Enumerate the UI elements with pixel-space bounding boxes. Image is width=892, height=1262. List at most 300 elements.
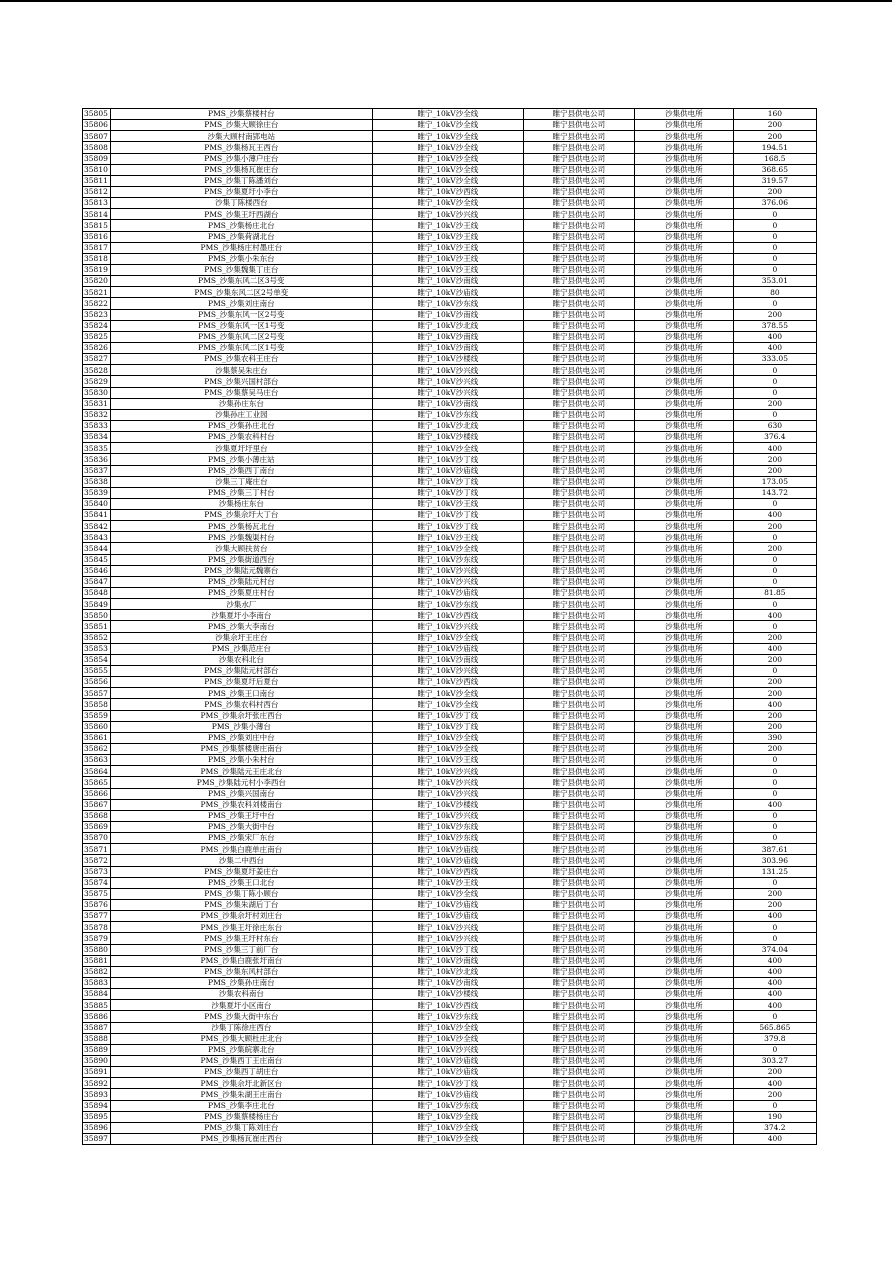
capacity-cell: 0 xyxy=(733,822,816,833)
table-row xyxy=(83,331,817,342)
supply-station-cell: 沙集供电所 xyxy=(634,599,733,610)
supply-station-cell: 沙集供电所 xyxy=(634,142,733,153)
station-name-cell: PMS_沙集蔡楼唐庄南台 xyxy=(110,744,372,755)
feeder-line-cell: 睢宁_10kV沙全线 xyxy=(372,198,523,209)
feeder-line-cell: 睢宁_10kV沙全线 xyxy=(372,1122,523,1133)
table-row xyxy=(83,643,817,654)
row-id-cell: 35888 xyxy=(83,1033,111,1044)
supply-station-cell: 沙集供电所 xyxy=(634,654,733,665)
capacity-cell: 368.65 xyxy=(733,164,816,175)
row-id-cell: 35845 xyxy=(83,554,111,565)
capacity-cell: 200 xyxy=(733,654,816,665)
row-id-cell: 35842 xyxy=(83,521,111,532)
capacity-cell: 400 xyxy=(733,955,816,966)
capacity-cell: 0 xyxy=(733,532,816,543)
supply-station-cell: 沙集供电所 xyxy=(634,175,733,186)
feeder-line-cell: 睢宁_10kV沙兴线 xyxy=(372,810,523,821)
feeder-line-cell: 睢宁_10kV沙南线 xyxy=(372,654,523,665)
company-cell: 睢宁县供电公司 xyxy=(523,899,634,910)
row-id-cell: 35891 xyxy=(83,1067,111,1078)
row-id-cell: 35813 xyxy=(83,198,111,209)
supply-station-cell: 沙集供电所 xyxy=(634,1000,733,1011)
supply-station-cell: 沙集供电所 xyxy=(634,888,733,899)
station-name-cell: PMS_沙集农科村西台 xyxy=(110,699,372,710)
supply-station-cell: 沙集供电所 xyxy=(634,253,733,264)
supply-station-cell: 沙集供电所 xyxy=(634,186,733,197)
company-cell: 睢宁县供电公司 xyxy=(523,911,634,922)
supply-station-cell: 沙集供电所 xyxy=(634,955,733,966)
feeder-line-cell: 睢宁_10kV沙东线 xyxy=(372,1100,523,1111)
supply-station-cell: 沙集供电所 xyxy=(634,387,733,398)
capacity-cell: 400 xyxy=(733,1078,816,1089)
company-cell: 睢宁县供电公司 xyxy=(523,810,634,821)
table-row xyxy=(83,989,817,1000)
table-row xyxy=(83,186,817,197)
station-name-cell: 沙集孙庄东台 xyxy=(110,398,372,409)
feeder-line-cell: 睢宁_10kV沙丁线 xyxy=(372,454,523,465)
company-cell: 睢宁县供电公司 xyxy=(523,432,634,443)
row-id-cell: 35893 xyxy=(83,1089,111,1100)
feeder-line-cell: 睢宁_10kV沙东线 xyxy=(372,409,523,420)
feeder-line-cell: 睢宁_10kV沙全线 xyxy=(372,688,523,699)
capacity-cell: 303.96 xyxy=(733,855,816,866)
capacity-cell: 194.51 xyxy=(733,142,816,153)
station-name-cell: PMS_沙集农科村台 xyxy=(110,432,372,443)
table-row xyxy=(83,766,817,777)
feeder-line-cell: 睢宁_10kV沙全线 xyxy=(372,732,523,743)
station-name-cell: 沙集丁陈徐庄西台 xyxy=(110,1022,372,1033)
station-name-cell: PMS_沙集王口北台 xyxy=(110,877,372,888)
feeder-line-cell: 睢宁_10kV沙王线 xyxy=(372,877,523,888)
capacity-cell: 190 xyxy=(733,1111,816,1122)
feeder-line-cell: 睢宁_10kV沙丁线 xyxy=(372,476,523,487)
table-row xyxy=(83,387,817,398)
company-cell: 睢宁县供电公司 xyxy=(523,420,634,431)
station-name-cell: PMS_沙集大顾徐庄台 xyxy=(110,120,372,131)
station-name-cell: 沙集丁陈楼西台 xyxy=(110,198,372,209)
feeder-line-cell: 睢宁_10kV沙全线 xyxy=(372,1133,523,1144)
capacity-cell: 80 xyxy=(733,287,816,298)
company-cell: 睢宁县供电公司 xyxy=(523,398,634,409)
company-cell: 睢宁县供电公司 xyxy=(523,799,634,810)
table-row xyxy=(83,1033,817,1044)
table-row xyxy=(83,554,817,565)
row-id-cell: 35859 xyxy=(83,710,111,721)
station-name-cell: PMS_沙集蔡楼杨庄台 xyxy=(110,1111,372,1122)
supply-station-cell: 沙集供电所 xyxy=(634,287,733,298)
row-id-cell: 35854 xyxy=(83,654,111,665)
table-row xyxy=(83,833,817,844)
company-cell: 睢宁县供电公司 xyxy=(523,309,634,320)
table-row xyxy=(83,1011,817,1022)
station-name-cell: PMS_沙集丁陈小顾台 xyxy=(110,888,372,899)
row-id-cell: 35808 xyxy=(83,142,111,153)
row-id-cell: 35841 xyxy=(83,510,111,521)
station-name-cell: PMS_沙集刘庄南台 xyxy=(110,298,372,309)
station-name-cell: PMS_沙集佘圩大丁台 xyxy=(110,510,372,521)
company-cell: 睢宁县供电公司 xyxy=(523,365,634,376)
supply-station-cell: 沙集供电所 xyxy=(634,777,733,788)
company-cell: 睢宁县供电公司 xyxy=(523,153,634,164)
table-row xyxy=(83,264,817,275)
supply-station-cell: 沙集供电所 xyxy=(634,822,733,833)
capacity-cell: 0 xyxy=(733,264,816,275)
supply-station-cell: 沙集供电所 xyxy=(634,543,733,554)
table-row xyxy=(83,198,817,209)
supply-station-cell: 沙集供电所 xyxy=(634,209,733,220)
capacity-cell: 200 xyxy=(733,1067,816,1078)
supply-station-cell: 沙集供电所 xyxy=(634,153,733,164)
supply-station-cell: 沙集供电所 xyxy=(634,933,733,944)
table-row xyxy=(83,654,817,665)
supply-station-cell: 沙集供电所 xyxy=(634,944,733,955)
company-cell: 睢宁县供电公司 xyxy=(523,1011,634,1022)
company-cell: 睢宁县供电公司 xyxy=(523,599,634,610)
capacity-cell: 200 xyxy=(733,131,816,142)
feeder-line-cell: 睢宁_10kV沙庙线 xyxy=(372,899,523,910)
table-row xyxy=(83,899,817,910)
company-cell: 睢宁县供电公司 xyxy=(523,521,634,532)
feeder-line-cell: 睢宁_10kV沙南线 xyxy=(372,977,523,988)
supply-station-cell: 沙集供电所 xyxy=(634,498,733,509)
feeder-line-cell: 睢宁_10kV沙兴线 xyxy=(372,365,523,376)
row-id-cell: 35886 xyxy=(83,1011,111,1022)
station-name-cell: 沙集夏圩小区南台 xyxy=(110,1000,372,1011)
company-cell: 睢宁县供电公司 xyxy=(523,131,634,142)
table-row xyxy=(83,1089,817,1100)
supply-station-cell: 沙集供电所 xyxy=(634,365,733,376)
row-id-cell: 35870 xyxy=(83,833,111,844)
capacity-cell: 376.06 xyxy=(733,198,816,209)
supply-station-cell: 沙集供电所 xyxy=(634,1078,733,1089)
row-id-cell: 35866 xyxy=(83,788,111,799)
capacity-cell: 200 xyxy=(733,710,816,721)
table-row xyxy=(83,1100,817,1111)
capacity-cell: 0 xyxy=(733,209,816,220)
row-id-cell: 35856 xyxy=(83,677,111,688)
station-name-cell: PMS_沙集杨瓦崔庄台 xyxy=(110,164,372,175)
company-cell: 睢宁县供电公司 xyxy=(523,454,634,465)
capacity-cell: 200 xyxy=(733,465,816,476)
supply-station-cell: 沙集供电所 xyxy=(634,621,733,632)
capacity-cell: 0 xyxy=(733,576,816,587)
table-row xyxy=(83,799,817,810)
company-cell: 睢宁县供电公司 xyxy=(523,220,634,231)
feeder-line-cell: 睢宁_10kV沙兴线 xyxy=(372,922,523,933)
capacity-cell: 200 xyxy=(733,632,816,643)
feeder-line-cell: 睢宁_10kV沙东线 xyxy=(372,1011,523,1022)
station-name-cell: PMS_沙集西丁南台 xyxy=(110,465,372,476)
station-name-cell: PMS_沙集大李南台 xyxy=(110,621,372,632)
capacity-cell: 0 xyxy=(733,387,816,398)
feeder-line-cell: 睢宁_10kV沙丁线 xyxy=(372,521,523,532)
company-cell: 睢宁县供电公司 xyxy=(523,175,634,186)
supply-station-cell: 沙集供电所 xyxy=(634,744,733,755)
row-id-cell: 35820 xyxy=(83,276,111,287)
company-cell: 睢宁县供电公司 xyxy=(523,120,634,131)
capacity-cell: 0 xyxy=(733,1011,816,1022)
feeder-line-cell: 睢宁_10kV沙全线 xyxy=(372,142,523,153)
table-row xyxy=(83,398,817,409)
row-id-cell: 35826 xyxy=(83,342,111,353)
row-id-cell: 35861 xyxy=(83,732,111,743)
capacity-cell: 0 xyxy=(733,810,816,821)
supply-station-cell: 沙集供电所 xyxy=(634,966,733,977)
feeder-line-cell: 睢宁_10kV沙丁线 xyxy=(372,1078,523,1089)
capacity-cell: 200 xyxy=(733,543,816,554)
company-cell: 睢宁县供电公司 xyxy=(523,732,634,743)
company-cell: 睢宁县供电公司 xyxy=(523,354,634,365)
supply-station-cell: 沙集供电所 xyxy=(634,454,733,465)
row-id-cell: 35863 xyxy=(83,755,111,766)
station-name-cell: 沙集大顾扶贫台 xyxy=(110,543,372,554)
capacity-cell: 200 xyxy=(733,899,816,910)
table-row xyxy=(83,443,817,454)
supply-station-cell: 沙集供电所 xyxy=(634,1022,733,1033)
row-id-cell: 35816 xyxy=(83,231,111,242)
company-cell: 睢宁县供电公司 xyxy=(523,710,634,721)
capacity-cell: 0 xyxy=(733,365,816,376)
table-row xyxy=(83,420,817,431)
row-id-cell: 35850 xyxy=(83,610,111,621)
company-cell: 睢宁县供电公司 xyxy=(523,276,634,287)
feeder-line-cell: 睢宁_10kV沙全线 xyxy=(372,164,523,175)
station-name-cell: PMS_沙集杨瓦王西台 xyxy=(110,142,372,153)
table-row xyxy=(83,142,817,153)
table-row xyxy=(83,131,817,142)
company-cell: 睢宁县供电公司 xyxy=(523,465,634,476)
table-row xyxy=(83,911,817,922)
row-id-cell: 35871 xyxy=(83,844,111,855)
company-cell: 睢宁县供电公司 xyxy=(523,777,634,788)
capacity-cell: 200 xyxy=(733,1089,816,1100)
station-name-cell: PMS_沙集杨瓦北台 xyxy=(110,521,372,532)
feeder-line-cell: 睢宁_10kV沙兴线 xyxy=(372,777,523,788)
company-cell: 睢宁县供电公司 xyxy=(523,621,634,632)
capacity-cell: 400 xyxy=(733,977,816,988)
supply-station-cell: 沙集供电所 xyxy=(634,810,733,821)
data-table xyxy=(82,108,817,1145)
station-name-cell: PMS_沙集大顾杜庄北台 xyxy=(110,1033,372,1044)
row-id-cell: 35844 xyxy=(83,543,111,554)
row-id-cell: 35827 xyxy=(83,354,111,365)
company-cell: 睢宁县供电公司 xyxy=(523,409,634,420)
company-cell: 睢宁县供电公司 xyxy=(523,376,634,387)
supply-station-cell: 沙集供电所 xyxy=(634,833,733,844)
feeder-line-cell: 睢宁_10kV沙全线 xyxy=(372,543,523,554)
station-name-cell: 沙集农科南台 xyxy=(110,989,372,1000)
feeder-line-cell: 睢宁_10kV沙庙线 xyxy=(372,465,523,476)
row-id-cell: 35831 xyxy=(83,398,111,409)
supply-station-cell: 沙集供电所 xyxy=(634,1011,733,1022)
feeder-line-cell: 睢宁_10kV沙西线 xyxy=(372,1000,523,1011)
capacity-cell: 0 xyxy=(733,220,816,231)
company-cell: 睢宁县供电公司 xyxy=(523,977,634,988)
station-name-cell: PMS_沙集陆元王庄北台 xyxy=(110,766,372,777)
table-row xyxy=(83,209,817,220)
company-cell: 睢宁县供电公司 xyxy=(523,955,634,966)
company-cell: 睢宁县供电公司 xyxy=(523,242,634,253)
capacity-cell: 143.72 xyxy=(733,487,816,498)
company-cell: 睢宁县供电公司 xyxy=(523,554,634,565)
row-id-cell: 35817 xyxy=(83,242,111,253)
station-name-cell: 沙集孙庄工业园 xyxy=(110,409,372,420)
feeder-line-cell: 睢宁_10kV沙全线 xyxy=(372,888,523,899)
station-name-cell: PMS_沙集王圩徐庄东台 xyxy=(110,922,372,933)
company-cell: 睢宁县供电公司 xyxy=(523,1100,634,1111)
company-cell: 睢宁县供电公司 xyxy=(523,443,634,454)
table-row xyxy=(83,844,817,855)
capacity-cell: 0 xyxy=(733,409,816,420)
row-id-cell: 35839 xyxy=(83,487,111,498)
station-name-cell: PMS_沙集街道西台 xyxy=(110,554,372,565)
station-name-cell: PMS_沙集兴国南台 xyxy=(110,788,372,799)
station-name-cell: PMS_沙集荷湖北台 xyxy=(110,231,372,242)
feeder-line-cell: 睢宁_10kV沙南线 xyxy=(372,398,523,409)
table-row xyxy=(83,1067,817,1078)
capacity-cell: 200 xyxy=(733,398,816,409)
feeder-line-cell: 睢宁_10kV沙兴线 xyxy=(372,788,523,799)
station-name-cell: PMS_沙集陆元村小李西台 xyxy=(110,777,372,788)
table-row xyxy=(83,1055,817,1066)
table-row xyxy=(83,175,817,186)
supply-station-cell: 沙集供电所 xyxy=(634,677,733,688)
station-name-cell: PMS_沙集三丁前厂台 xyxy=(110,944,372,955)
feeder-line-cell: 睢宁_10kV沙王线 xyxy=(372,253,523,264)
capacity-cell: 0 xyxy=(733,253,816,264)
row-id-cell: 35858 xyxy=(83,699,111,710)
company-cell: 睢宁县供电公司 xyxy=(523,287,634,298)
row-id-cell: 35838 xyxy=(83,476,111,487)
capacity-cell: 0 xyxy=(733,554,816,565)
supply-station-cell: 沙集供电所 xyxy=(634,989,733,1000)
capacity-cell: 0 xyxy=(733,666,816,677)
company-cell: 睢宁县供电公司 xyxy=(523,186,634,197)
table-row xyxy=(83,788,817,799)
row-id-cell: 35882 xyxy=(83,966,111,977)
station-name-cell: 沙集水厂 xyxy=(110,599,372,610)
supply-station-cell: 沙集供电所 xyxy=(634,309,733,320)
table-row xyxy=(83,409,817,420)
company-cell: 睢宁县供电公司 xyxy=(523,944,634,955)
capacity-cell: 0 xyxy=(733,788,816,799)
station-name-cell: PMS_沙集魏渠村台 xyxy=(110,532,372,543)
company-cell: 睢宁县供电公司 xyxy=(523,253,634,264)
feeder-line-cell: 睢宁_10kV沙西线 xyxy=(372,610,523,621)
capacity-cell: 81.85 xyxy=(733,588,816,599)
station-name-cell: PMS_沙集夏圩姜庄台 xyxy=(110,866,372,877)
supply-station-cell: 沙集供电所 xyxy=(634,554,733,565)
feeder-line-cell: 睢宁_10kV沙庙线 xyxy=(372,855,523,866)
row-id-cell: 35822 xyxy=(83,298,111,309)
station-name-cell: PMS_沙集三丁村台 xyxy=(110,487,372,498)
station-name-cell: PMS_沙集夏圩后夏台 xyxy=(110,677,372,688)
station-name-cell: PMS_沙集东风一区2号变 xyxy=(110,309,372,320)
feeder-line-cell: 睢宁_10kV沙南线 xyxy=(372,342,523,353)
row-id-cell: 35810 xyxy=(83,164,111,175)
feeder-line-cell: 睢宁_10kV沙东线 xyxy=(372,554,523,565)
capacity-cell: 173.05 xyxy=(733,476,816,487)
feeder-line-cell: 睢宁_10kV沙全线 xyxy=(372,443,523,454)
company-cell: 睢宁县供电公司 xyxy=(523,387,634,398)
company-cell: 睢宁县供电公司 xyxy=(523,933,634,944)
row-id-cell: 35805 xyxy=(83,109,111,120)
capacity-cell: 319.57 xyxy=(733,175,816,186)
table-row xyxy=(83,755,817,766)
capacity-cell: 374.2 xyxy=(733,1122,816,1133)
table-row xyxy=(83,287,817,298)
row-id-cell: 35848 xyxy=(83,588,111,599)
supply-station-cell: 沙集供电所 xyxy=(634,342,733,353)
station-name-cell: PMS_沙集王圩村东台 xyxy=(110,933,372,944)
row-id-cell: 35883 xyxy=(83,977,111,988)
table-row xyxy=(83,242,817,253)
company-cell: 睢宁县供电公司 xyxy=(523,231,634,242)
row-id-cell: 35832 xyxy=(83,409,111,420)
capacity-cell: 400 xyxy=(733,1000,816,1011)
supply-station-cell: 沙集供电所 xyxy=(634,576,733,587)
feeder-line-cell: 睢宁_10kV沙兴线 xyxy=(372,621,523,632)
row-id-cell: 35809 xyxy=(83,153,111,164)
row-id-cell: 35825 xyxy=(83,331,111,342)
station-name-cell: PMS_沙集陆元村台 xyxy=(110,576,372,587)
row-id-cell: 35857 xyxy=(83,688,111,699)
supply-station-cell: 沙集供电所 xyxy=(634,231,733,242)
feeder-line-cell: 睢宁_10kV沙西线 xyxy=(372,186,523,197)
station-name-cell: PMS_沙集陆元魏寨台 xyxy=(110,565,372,576)
company-cell: 睢宁县供电公司 xyxy=(523,298,634,309)
table-row xyxy=(83,1078,817,1089)
supply-station-cell: 沙集供电所 xyxy=(634,432,733,443)
feeder-line-cell: 睢宁_10kV沙王线 xyxy=(372,264,523,275)
company-cell: 睢宁县供电公司 xyxy=(523,966,634,977)
company-cell: 睢宁县供电公司 xyxy=(523,1055,634,1066)
company-cell: 睢宁县供电公司 xyxy=(523,532,634,543)
supply-station-cell: 沙集供电所 xyxy=(634,766,733,777)
feeder-line-cell: 睢宁_10kV沙全线 xyxy=(372,1033,523,1044)
company-cell: 睢宁县供电公司 xyxy=(523,922,634,933)
capacity-cell: 400 xyxy=(733,510,816,521)
row-id-cell: 35821 xyxy=(83,287,111,298)
station-name-cell: PMS_沙集刘庄中台 xyxy=(110,732,372,743)
supply-station-cell: 沙集供电所 xyxy=(634,1100,733,1111)
station-name-cell: PMS_沙集王圩西湖台 xyxy=(110,209,372,220)
station-name-cell: PMS_沙集佘圩北新区台 xyxy=(110,1078,372,1089)
capacity-cell: 0 xyxy=(733,933,816,944)
table-row xyxy=(83,532,817,543)
station-name-cell: PMS_沙集蔡楼村台 xyxy=(110,109,372,120)
company-cell: 睢宁县供电公司 xyxy=(523,610,634,621)
station-name-cell: PMS_沙集夏圩小李台 xyxy=(110,186,372,197)
company-cell: 睢宁县供电公司 xyxy=(523,487,634,498)
row-id-cell: 35872 xyxy=(83,855,111,866)
supply-station-cell: 沙集供电所 xyxy=(634,565,733,576)
feeder-line-cell: 睢宁_10kV沙西线 xyxy=(372,677,523,688)
table-row xyxy=(83,365,817,376)
row-id-cell: 35814 xyxy=(83,209,111,220)
supply-station-cell: 沙集供电所 xyxy=(634,1133,733,1144)
capacity-cell: 400 xyxy=(733,699,816,710)
capacity-cell: 200 xyxy=(733,120,816,131)
station-name-cell: PMS_沙集小朱村台 xyxy=(110,755,372,766)
table-row xyxy=(83,487,817,498)
capacity-cell: 379.8 xyxy=(733,1033,816,1044)
supply-station-cell: 沙集供电所 xyxy=(634,643,733,654)
row-id-cell: 35894 xyxy=(83,1100,111,1111)
station-name-cell: PMS_沙集小薄户庄台 xyxy=(110,153,372,164)
company-cell: 睢宁县供电公司 xyxy=(523,109,634,120)
feeder-line-cell: 睢宁_10kV沙全线 xyxy=(372,131,523,142)
